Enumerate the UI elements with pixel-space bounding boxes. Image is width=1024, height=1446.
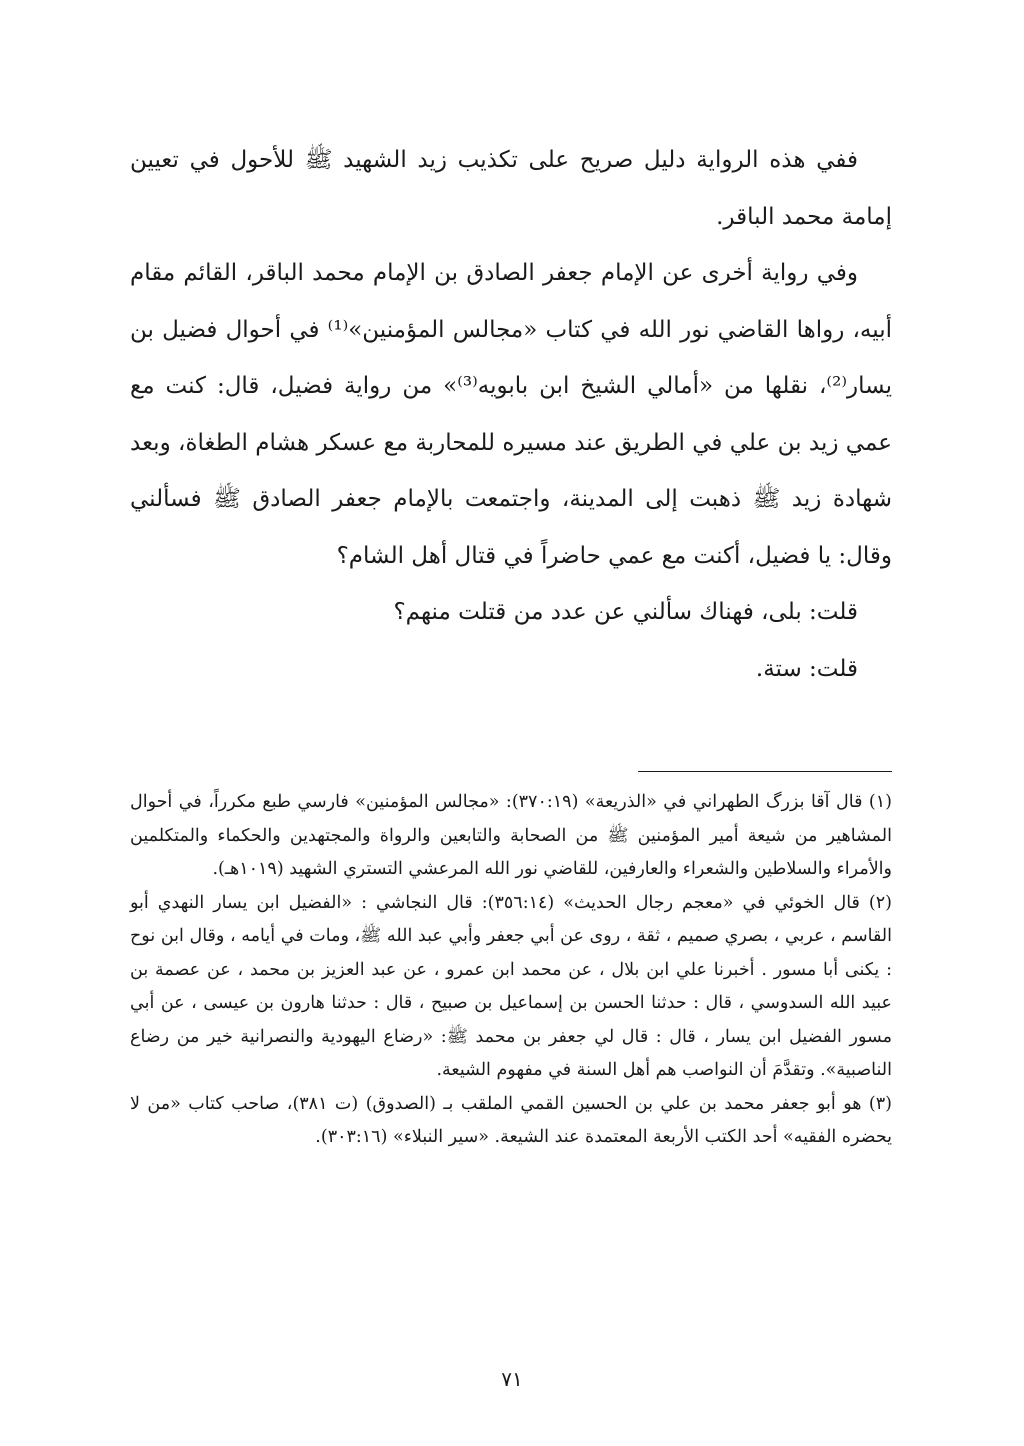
paragraph-dialogue-1: قلت: بلى، فهناك سألني عن عدد من قتلت منهم؟ [393,599,858,625]
footnote-separator [638,771,892,772]
footnote-1: (١) قال آقا بزرگ الطهراني في «الذريعة» (٣٧٠:١٩): «مجالس المؤمنين» فارسي طبع مكرراً، في أحوال المشاهير من شيعة أمير المؤمنين ﷺ من الصحابة والتابعين والرواة والمجتهدين والحكماء والمتكلمين والأمراء والسلاطين والشعراء والعارفين، للقاضي نور الله المرعشي التستري الشهيد (١٠١٩هـ). [130,792,892,879]
footnote-3: (٣) هو أبو جعفر محمد بن علي بن الحسين القمي الملقب بـ (الصدوق) (ت ٣٨١)، صاحب كتاب «من لا يحضره الفقيه» أحد الكتب الأربعة المعتمدة عند الشيعة. «سير النبلاء» (٣٠٣:١٦). [130,1093,892,1147]
page-number: ٧١ [501,1367,523,1391]
footnote-2: (٢) قال الخوئي في «معجم رجال الحديث» (٣٥٦:١٤): قال النجاشي : «الفضيل ابن يسار النهدي أبو القاسم ، عربي ، بصري صميم ، ثقة ، روى عن أبي جعفر وأبي عبد الله ﷺ، ومات في أيامه ، وقال ابن نوح : يكنى أبا مسور . أخبرنا علي ابن بلال ، عن محمد ابن عمرو ، عن عبد العزيز بن محمد ، عن عصمة بن عبيد الله السدوسي ، قال : حدثنا الحسن بن إسماعيل بن صبيح ، قال : حدثنا هارون بن عيسى ، عن أبي مسور الفضيل ابن يسار ، قال : قال لي جعفر بن محمد ﷺ: «رضاع اليهودية والنصرانية خير من رضاع الناصبية». وتقدَّمَ أن النواصب هم أهل السنة في مفهوم الشيعة. [130,892,892,1080]
footnotes [130,786,892,1155]
paragraph-intro: ففي هذه الرواية دليل صريح على تكذيب زيد الشهيد ﷺ للأحول في تعيين إمامة محمد الباقر. [130,147,892,230]
paragraph-dialogue-2: قلت: ستة. [755,655,858,682]
paragraph-narration: وفي رواية أخرى عن الإمام جعفر الصادق بن الإمام محمد الباقر، القائم مقام أبيه، رواها القاضي نور الله في كتاب «مجالس المؤمنين»⁽¹⁾ في أحوال فضيل بن يسار⁽²⁾، نقلها من «أمالي الشيخ ابن بابويه⁽³⁾» من رواية فضيل، قال: كنت مع عمي زيد بن علي في الطريق عند مسيره للمحاربة مع عسكر هشام الطغاة، وبعد شهادة زيد ﷺ ذهبت إلى المدينة، واجتمعت بالإمام جعفر الصادق ﷺ فسألني وقال: يا فضيل، أكنت مع عمي حاضراً في قتال أهل الشام؟ [130,260,892,569]
main-text [130,132,892,697]
